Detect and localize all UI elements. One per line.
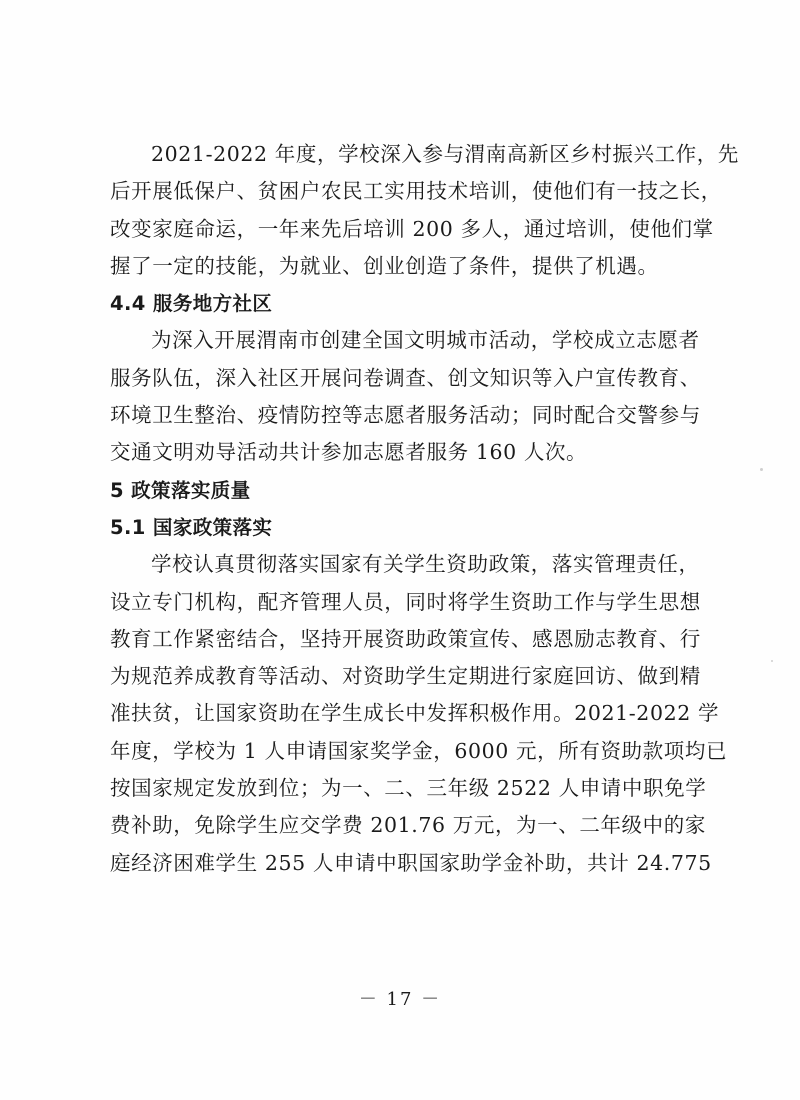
section-heading: 4.4 服务地方社区 <box>110 292 273 316</box>
paragraph-line: 年度，学校为 1 人申请国家奖学金，6000 元，所有资助款项均已 <box>110 738 728 763</box>
paragraph-line: 交通文明劝导活动共计参加志愿者服务 160 人次。 <box>110 440 588 465</box>
paragraph-line: 按国家规定发放到位；为一、二、三年级 2522 人申请中职免学 <box>110 776 707 801</box>
paragraph-line: 环境卫生整治、疫情防控等志愿者服务活动；同时配合交警参与 <box>110 403 701 428</box>
paragraph-line: 2021-2022 年度，学校深入参与渭南高新区乡村振兴工作，先 <box>151 142 739 166</box>
paragraph-line: 服务队伍，深入社区开展问卷调查、创文知识等入户宣传教育、 <box>110 365 701 390</box>
paragraph-line: 为深入开展渭南市创建全国文明城市活动，学校成立志愿者 <box>151 328 700 353</box>
paragraph-line: 庭经济困难学生 255 人申请中职国家助学金补助，共计 24.775 <box>110 850 712 875</box>
section-heading: 5 政策落实质量 <box>110 478 251 502</box>
paragraph-line: 教育工作紧密结合，坚持开展资助政策宣传、感恩励志教育、行 <box>110 626 701 651</box>
paragraph-line: 后开展低保户、贫困户农民工实用技术培训，使他们有一技之长， <box>110 179 722 204</box>
paragraph-line: 握了一定的技能，为就业、创业创造了条件，提供了机遇。 <box>110 253 659 278</box>
scan-speck <box>771 660 773 662</box>
paragraph-line: 改变家庭命运，一年来先后培训 200 多人，通过培训，使他们掌 <box>110 216 714 241</box>
paragraph-line: 费补助，免除学生应交学费 201.76 万元，为一、二年级中的家 <box>110 813 706 838</box>
page-number: － 17 － <box>358 989 442 1010</box>
document-body <box>110 136 739 882</box>
paragraph-line: 准扶贫，让国家资助在学生成长中发挥积极作用。2021-2022 学 <box>110 701 720 726</box>
paragraph-line: 设立专门机构，配齐管理人员，同时将学生资助工作与学生思想 <box>110 589 701 614</box>
paragraph-line: 为规范养成教育等活动、对资助学生定期进行家庭回访、做到精 <box>110 664 701 689</box>
paragraph-line: 学校认真贯彻落实国家有关学生资助政策，落实管理责任， <box>151 552 700 577</box>
subsection-heading: 5.1 国家政策落实 <box>110 515 273 539</box>
scan-speck <box>760 468 763 471</box>
